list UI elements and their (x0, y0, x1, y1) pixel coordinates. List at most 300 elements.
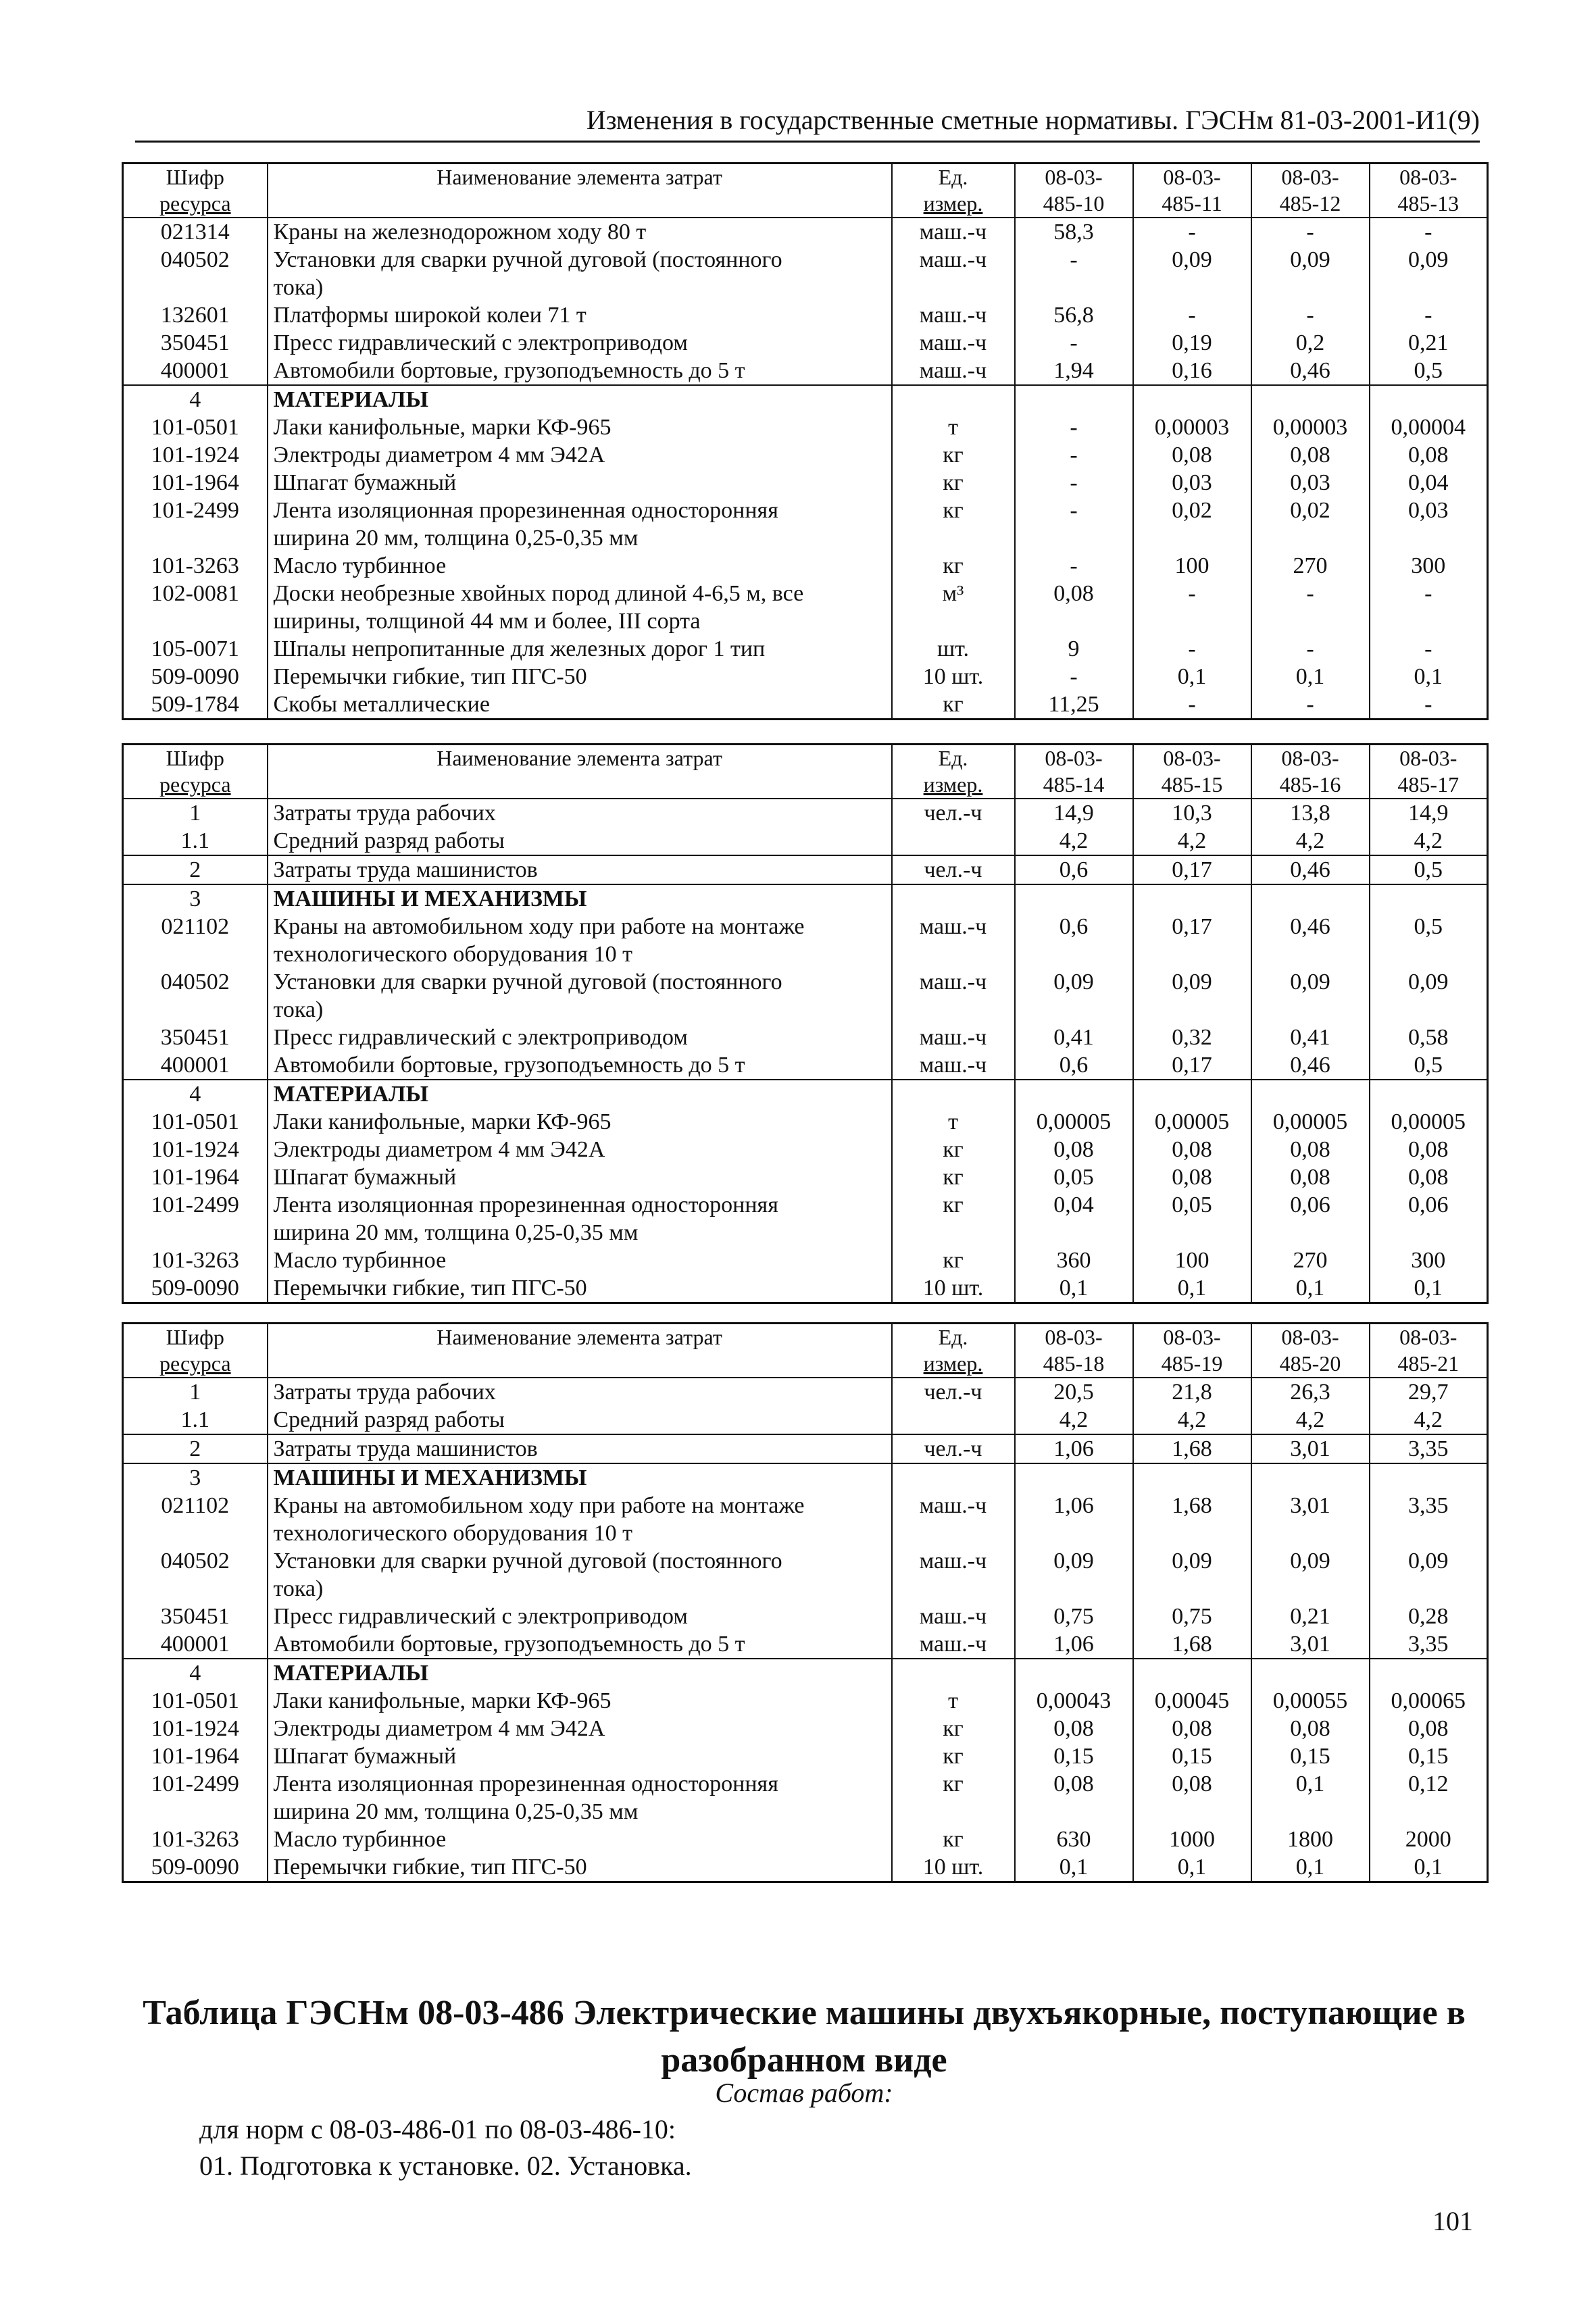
norm-value: 11,25 (1015, 690, 1133, 720)
norm-value: 0,00045 (1133, 1687, 1251, 1715)
norm-value (1251, 385, 1370, 413)
norm-value: 0,02 (1133, 497, 1251, 552)
resource-code: 509-1784 (123, 690, 268, 720)
table-row (123, 1434, 1488, 1463)
table-row (123, 441, 1488, 469)
resource-name (268, 1274, 892, 1303)
norm-value (1133, 385, 1251, 413)
norm-value: 0,02 (1251, 497, 1370, 552)
norm-value: 0,08 (1133, 441, 1251, 469)
resource-code: 509-0090 (123, 1853, 268, 1882)
resource-code: 2 (123, 855, 268, 884)
header-norm-code-line1: 08-03- (1163, 746, 1221, 770)
unit: кг (892, 1826, 1015, 1853)
resource-name (268, 1108, 892, 1136)
table-title-line1: Таблица ГЭСНм 08-03-486 Электрические машины двухъякорные, поступающие в (143, 1994, 1466, 2032)
header-norm-code-line2: 485-13 (1397, 191, 1460, 216)
norm-value: 0,15 (1133, 1742, 1251, 1770)
norm-value: 1,06 (1015, 1492, 1133, 1547)
table-row (123, 1051, 1488, 1080)
table-row (123, 385, 1488, 413)
header-norm-code (1133, 164, 1251, 218)
resource-code: 350451 (123, 1024, 268, 1051)
norm-value: 0,46 (1251, 913, 1370, 968)
resource-name (268, 1463, 892, 1492)
header-code-line2: ресурса (159, 1351, 231, 1376)
table-header-row (123, 745, 1488, 799)
norm-value: 0,00005 (1015, 1108, 1133, 1136)
header-code (123, 745, 268, 799)
norm-value: 0,5 (1370, 855, 1488, 884)
resource-name-line1: Перемычки гибкие, тип ПГС-50 (273, 1276, 587, 1301)
table-header-row (123, 1324, 1488, 1378)
unit: кг (892, 1770, 1015, 1826)
unit (892, 1659, 1015, 1687)
header-norm-code-line2: 485-19 (1161, 1351, 1223, 1376)
header-unit-line1: Ед. (938, 746, 968, 770)
resource-name (268, 827, 892, 855)
norm-value: - (1133, 690, 1251, 720)
resource-name (268, 1547, 892, 1603)
unit: т (892, 1687, 1015, 1715)
norm-value: 630 (1015, 1826, 1133, 1853)
resource-name (268, 552, 892, 580)
resource-name (268, 1492, 892, 1547)
resource-name-line1: Шпагат бумажный (273, 1165, 457, 1190)
resource-name-line1: Установки для сварки ручной дуговой (постоянного (273, 970, 782, 995)
header-code (123, 1324, 268, 1378)
resource-code: 1 (123, 799, 268, 827)
norm-value: 0,03 (1251, 469, 1370, 497)
resource-name (268, 1080, 892, 1108)
norm-value: 0,08 (1370, 1715, 1488, 1742)
norm-value: 0,1 (1251, 1770, 1370, 1826)
header-norm-code-line1: 08-03- (1281, 746, 1339, 770)
resource-name-line1: Краны на железнодорожном ходу 80 т (273, 220, 647, 245)
unit: кг (892, 441, 1015, 469)
resource-code: 350451 (123, 329, 268, 357)
norm-value: 0,1 (1251, 663, 1370, 690)
resource-name (268, 1742, 892, 1770)
norm-value: - (1133, 301, 1251, 329)
header-unit-line1: Ед. (938, 165, 968, 189)
work-steps-text: 01. Подготовка к установке. 02. Установка. (199, 2150, 692, 2181)
unit: кг (892, 1163, 1015, 1191)
norm-value: 4,2 (1251, 827, 1370, 855)
norm-value: 0,17 (1133, 855, 1251, 884)
header-norm-code-line2: 485-21 (1397, 1351, 1460, 1376)
resource-name (268, 385, 892, 413)
norm-value: 3,35 (1370, 1492, 1488, 1547)
resource-name-line1: Краны на автомобильном ходу при работе на монтаже (273, 1493, 805, 1518)
norm-value (1251, 884, 1370, 913)
unit (892, 1080, 1015, 1108)
resource-name (268, 301, 892, 329)
unit: кг (892, 690, 1015, 720)
resource-name-line1: Лаки канифольные, марки КФ-965 (273, 1688, 612, 1713)
unit (892, 827, 1015, 855)
resource-name-line1: Автомобили бортовые, грузоподъемность до 5 т (273, 1632, 745, 1657)
norm-value: 1000 (1133, 1826, 1251, 1853)
header-norm-code-line2: 485-20 (1279, 1351, 1341, 1376)
page-number: 101 (1432, 2206, 1473, 2236)
header-name: Наименование элемента затрат (268, 1324, 892, 1378)
resource-name (268, 1051, 892, 1080)
resource-code: 3 (123, 1463, 268, 1492)
resource-code: 101-2499 (123, 1191, 268, 1247)
resource-code: 102-0081 (123, 580, 268, 635)
norm-value: 0,09 (1133, 1547, 1251, 1603)
norm-value: 0,1 (1133, 1274, 1251, 1303)
norm-value: 0,17 (1133, 913, 1251, 968)
header-norm-code (1015, 164, 1133, 218)
table-header-row (123, 164, 1488, 218)
unit: маш.-ч (892, 1492, 1015, 1547)
norm-value: 0,08 (1133, 1715, 1251, 1742)
norm-value: 26,3 (1251, 1378, 1370, 1406)
table-row (123, 1853, 1488, 1882)
resource-name-line1: МАШИНЫ И МЕХАНИЗМЫ (273, 886, 587, 911)
resource-name (268, 968, 892, 1024)
header-norm-code-line2: 485-16 (1279, 772, 1341, 797)
unit: 10 шт. (892, 1853, 1015, 1882)
norms-range-text: для норм с 08-03-486-01 по 08-03-486-10: (199, 2114, 676, 2144)
resource-code: 1.1 (123, 1406, 268, 1434)
resource-code: 1.1 (123, 827, 268, 855)
norm-value: 0,09 (1133, 246, 1251, 301)
resource-name (268, 884, 892, 913)
header-unit (892, 745, 1015, 799)
resource-code: 101-3263 (123, 552, 268, 580)
norm-value: 0,58 (1370, 1024, 1488, 1051)
norm-value: - (1133, 218, 1251, 246)
resource-name-line1: Масло турбинное (273, 553, 447, 578)
resource-name (268, 1247, 892, 1274)
header-code (123, 164, 268, 218)
table-row (123, 552, 1488, 580)
norm-value: 20,5 (1015, 1378, 1133, 1406)
norm-value: 0,06 (1370, 1191, 1488, 1247)
resource-code: 101-1924 (123, 1715, 268, 1742)
header-norm-code-line1: 08-03- (1399, 165, 1457, 189)
norm-value: 0,5 (1370, 357, 1488, 385)
table-row (123, 884, 1488, 913)
resource-code: 101-2499 (123, 1770, 268, 1826)
unit: чел.-ч (892, 1378, 1015, 1406)
norm-value: 0,09 (1370, 968, 1488, 1024)
resource-name-line1: Автомобили бортовые, грузоподъемность до 5 т (273, 1053, 745, 1078)
header-code-line2: ресурса (159, 772, 231, 797)
header-norm-code-line1: 08-03- (1163, 1325, 1221, 1349)
resource-name-line1: Пресс гидравлический с электроприводом (273, 1025, 688, 1050)
norm-value: 0,04 (1015, 1191, 1133, 1247)
norm-value: 0,6 (1015, 855, 1133, 884)
resource-name (268, 1826, 892, 1853)
norm-value: 0,09 (1251, 246, 1370, 301)
resource-code: 101-2499 (123, 497, 268, 552)
table-row (123, 1770, 1488, 1826)
header-name: Наименование элемента затрат (268, 745, 892, 799)
header-unit-line2: измер. (923, 772, 983, 797)
norm-value: 0,1 (1370, 663, 1488, 690)
norm-value: 0,08 (1370, 441, 1488, 469)
norm-value (1015, 1080, 1133, 1108)
resource-code: 040502 (123, 246, 268, 301)
resource-name-line2: ширина 20 мм, толщина 0,25-0,35 мм (273, 526, 639, 551)
table-row (123, 1603, 1488, 1630)
norm-value: - (1015, 413, 1133, 441)
norm-value: 56,8 (1015, 301, 1133, 329)
table-row (123, 968, 1488, 1024)
header-norm-code-line2: 485-14 (1043, 772, 1105, 797)
resource-name (268, 1406, 892, 1434)
unit: кг (892, 1136, 1015, 1163)
norm-value (1133, 1463, 1251, 1492)
norm-value: 0,00055 (1251, 1687, 1370, 1715)
table-row (123, 1247, 1488, 1274)
header-norm-code (1251, 745, 1370, 799)
resource-name-line1: Пресс гидравлический с электроприводом (273, 330, 688, 355)
header-norm-code (1133, 745, 1251, 799)
resource-name-line1: Электроды диаметром 4 мм Э42А (273, 1137, 605, 1162)
resource-name-line1: Лента изоляционная прорезиненная односторонняя (273, 498, 778, 523)
table-row (123, 1274, 1488, 1303)
norm-value: 1,94 (1015, 357, 1133, 385)
norm-value: - (1370, 580, 1488, 635)
norm-value: 0,41 (1015, 1024, 1133, 1051)
resource-name-line1: Платформы широкой колеи 71 т (273, 303, 587, 328)
table-row (123, 413, 1488, 441)
norm-value: 0,19 (1133, 329, 1251, 357)
norm-value (1251, 1080, 1370, 1108)
norm-value: 0,2 (1251, 329, 1370, 357)
header-norm-code (1370, 745, 1488, 799)
resource-name-line1: Лаки канифольные, марки КФ-965 (273, 415, 612, 440)
resource-code: 132601 (123, 301, 268, 329)
unit: т (892, 1108, 1015, 1136)
resource-name-line2: тока) (273, 997, 324, 1022)
norm-value: 0,00003 (1251, 413, 1370, 441)
table-row (123, 1715, 1488, 1742)
unit: кг (892, 469, 1015, 497)
resource-name (268, 1770, 892, 1826)
norm-value: 0,00065 (1370, 1687, 1488, 1715)
header-norm-code (1015, 745, 1133, 799)
norm-value: 0,41 (1251, 1024, 1370, 1051)
table-row (123, 690, 1488, 720)
norm-value: 300 (1370, 552, 1488, 580)
norm-value: 0,05 (1133, 1191, 1251, 1247)
norm-value: 270 (1251, 1247, 1370, 1274)
norm-value: 14,9 (1370, 799, 1488, 827)
resource-name-line1: Шпалы непропитанные для железных дорог 1 тип (273, 636, 766, 661)
header-unit (892, 1324, 1015, 1378)
resource-code: 400001 (123, 357, 268, 385)
norm-value (1015, 1659, 1133, 1687)
page-header (135, 103, 1480, 143)
table-row (123, 1463, 1488, 1492)
resource-name-line1: МАШИНЫ И МЕХАНИЗМЫ (273, 1465, 587, 1490)
norm-value: 2000 (1370, 1826, 1488, 1853)
norm-value: 1,68 (1133, 1434, 1251, 1463)
resource-name (268, 663, 892, 690)
header-unit (892, 164, 1015, 218)
norm-value: 0,15 (1370, 1742, 1488, 1770)
norm-value (1251, 1463, 1370, 1492)
norm-value (1370, 884, 1488, 913)
header-norm-code-line2: 485-18 (1043, 1351, 1105, 1376)
norm-value: 3,01 (1251, 1630, 1370, 1659)
unit (892, 884, 1015, 913)
table-row (123, 1547, 1488, 1603)
norm-value: 0,09 (1370, 1547, 1488, 1603)
header-norm-code-line1: 08-03- (1281, 1325, 1339, 1349)
resource-name (268, 855, 892, 884)
unit (892, 385, 1015, 413)
norm-value: 4,2 (1133, 827, 1251, 855)
norm-value: 0,1 (1251, 1853, 1370, 1882)
norm-value: 0,09 (1015, 968, 1133, 1024)
norm-value: - (1251, 690, 1370, 720)
resource-name-line2: ширина 20 мм, толщина 0,25-0,35 мм (273, 1220, 639, 1245)
unit: маш.-ч (892, 357, 1015, 385)
norm-value: 0,08 (1251, 1136, 1370, 1163)
unit (892, 1406, 1015, 1434)
norm-value: 1800 (1251, 1826, 1370, 1853)
norm-value: 0,46 (1251, 1051, 1370, 1080)
resource-name-line1: Лаки канифольные, марки КФ-965 (273, 1109, 612, 1134)
resource-code: 101-0501 (123, 413, 268, 441)
resource-name (268, 1378, 892, 1406)
norm-value: 1,06 (1015, 1630, 1133, 1659)
resource-name (268, 1630, 892, 1659)
norm-value: 0,03 (1370, 497, 1488, 552)
resource-name (268, 441, 892, 469)
table-row (123, 329, 1488, 357)
norm-value: 0,15 (1251, 1742, 1370, 1770)
norm-value: 0,21 (1251, 1603, 1370, 1630)
norms-table-485-18-21 (122, 1322, 1489, 1883)
norm-value: 3,35 (1370, 1630, 1488, 1659)
norm-value: 0,1 (1370, 1853, 1488, 1882)
table-row (123, 1630, 1488, 1659)
norm-value: 0,1 (1133, 663, 1251, 690)
norm-value: 0,08 (1370, 1163, 1488, 1191)
resource-code: 4 (123, 385, 268, 413)
norm-value: 4,2 (1015, 827, 1133, 855)
norm-value: 0,00005 (1370, 1108, 1488, 1136)
norms-table-485-10-13 (122, 162, 1489, 720)
resource-name (268, 1163, 892, 1191)
norm-value: 0,09 (1015, 1547, 1133, 1603)
table-row (123, 1191, 1488, 1247)
unit (892, 1463, 1015, 1492)
resource-code: 101-3263 (123, 1826, 268, 1853)
resource-code: 350451 (123, 1603, 268, 1630)
resource-name-line1: Шпагат бумажный (273, 1744, 457, 1769)
norms-table-485-14-17 (122, 743, 1489, 1304)
work-composition-heading: Состав работ: (715, 2078, 893, 2108)
page-header-title: Изменения в государственные сметные нормативы. ГЭСНм 81-03-2001-И1(9) (586, 105, 1480, 135)
resource-name-line2: технологического оборудования 10 т (273, 942, 632, 967)
header-norm-code (1251, 1324, 1370, 1378)
norm-value: 0,09 (1133, 968, 1251, 1024)
resource-name (268, 357, 892, 385)
resource-name (268, 329, 892, 357)
table-row (123, 218, 1488, 246)
norm-value: 0,5 (1370, 1051, 1488, 1080)
norm-value: - (1015, 329, 1133, 357)
unit: м³ (892, 580, 1015, 635)
resource-code: 101-1924 (123, 441, 268, 469)
norm-value: 0,09 (1251, 1547, 1370, 1603)
table-row (123, 246, 1488, 301)
resource-code: 021102 (123, 913, 268, 968)
resource-name (268, 218, 892, 246)
resource-name-line2: технологического оборудования 10 т (273, 1521, 632, 1546)
table-row (123, 635, 1488, 663)
norm-value: 0,1 (1251, 1274, 1370, 1303)
resource-code: 101-1964 (123, 1742, 268, 1770)
unit: маш.-ч (892, 1547, 1015, 1603)
norm-value: - (1251, 218, 1370, 246)
norm-value: 4,2 (1133, 1406, 1251, 1434)
norm-value: - (1015, 469, 1133, 497)
resource-name-line1: Средний разряд работы (273, 828, 505, 853)
table-row (123, 1492, 1488, 1547)
resource-code: 040502 (123, 968, 268, 1024)
norm-value: - (1015, 441, 1133, 469)
resource-name-line1: МАТЕРИАЛЫ (273, 1082, 428, 1107)
norm-value: 0,08 (1015, 580, 1133, 635)
norm-value: 270 (1251, 552, 1370, 580)
unit: маш.-ч (892, 329, 1015, 357)
resource-name-line1: Доски необрезные хвойных пород длиной 4-6,5 м, все (273, 581, 804, 606)
resource-code: 4 (123, 1080, 268, 1108)
unit: кг (892, 1715, 1015, 1742)
resource-name (268, 497, 892, 552)
norm-value: - (1015, 552, 1133, 580)
resource-name-line1: Затраты труда рабочих (273, 1380, 496, 1405)
norm-value: - (1370, 690, 1488, 720)
norm-value: 0,1 (1133, 1853, 1251, 1882)
norm-value: 0,00043 (1015, 1687, 1133, 1715)
unit: маш.-ч (892, 1051, 1015, 1080)
table-row (123, 301, 1488, 329)
resource-code: 400001 (123, 1051, 268, 1080)
norm-value: 0,08 (1015, 1136, 1133, 1163)
resource-name-line1: Электроды диаметром 4 мм Э42А (273, 443, 605, 468)
norm-value (1133, 884, 1251, 913)
norm-value: 0,12 (1370, 1770, 1488, 1826)
resource-name-line1: Автомобили бортовые, грузоподъемность до 5 т (273, 358, 745, 383)
resource-name (268, 1024, 892, 1051)
table-row (123, 1108, 1488, 1136)
header-norm-code-line1: 08-03- (1163, 165, 1221, 189)
norm-value: 14,9 (1015, 799, 1133, 827)
norm-value: 0,1 (1015, 1853, 1133, 1882)
resource-name-line2: ширины, толщиной 44 мм и более, III сорта (273, 609, 701, 634)
resource-name (268, 1136, 892, 1163)
resource-name-line1: Перемычки гибкие, тип ПГС-50 (273, 1855, 587, 1880)
norm-value: 58,3 (1015, 218, 1133, 246)
resource-name-line1: Масло турбинное (273, 1248, 447, 1273)
unit: 10 шт. (892, 663, 1015, 690)
resource-name (268, 1659, 892, 1687)
norm-value: 0,08 (1133, 1770, 1251, 1826)
resource-name-line1: Масло турбинное (273, 1827, 447, 1852)
resource-name (268, 1853, 892, 1882)
